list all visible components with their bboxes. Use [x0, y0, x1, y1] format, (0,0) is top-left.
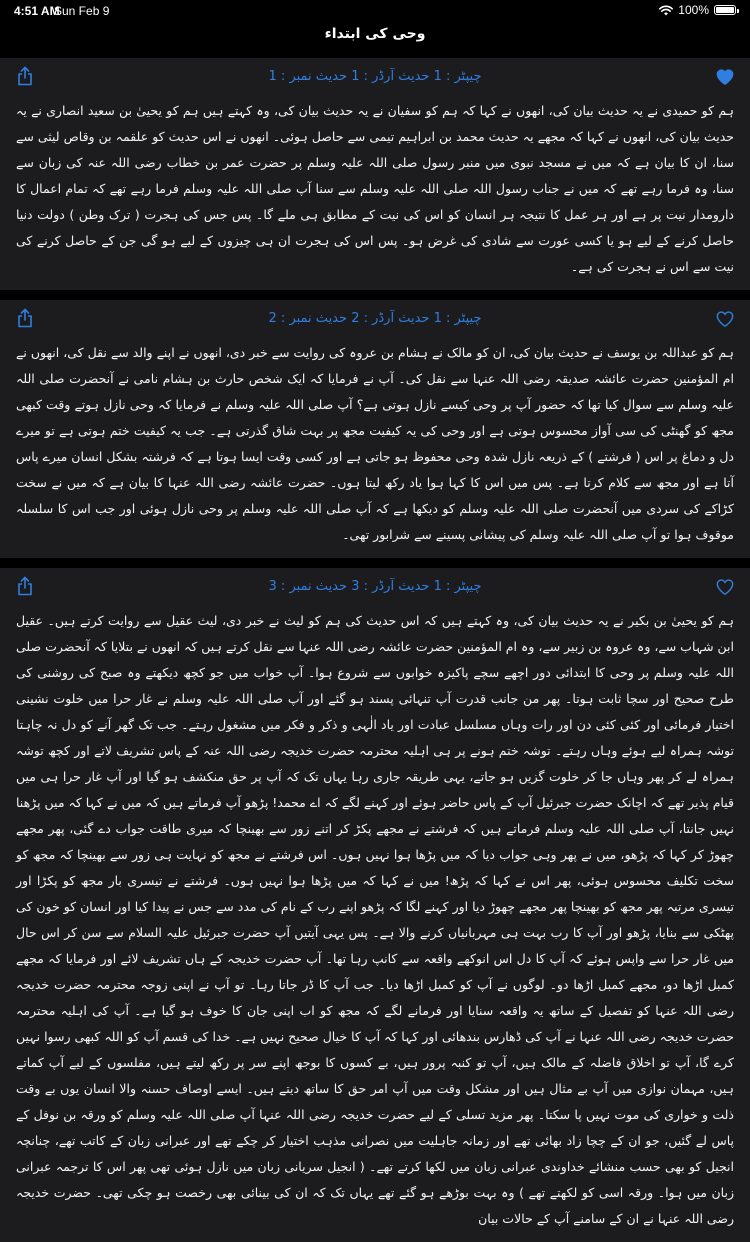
hadith-card	[0, 568, 750, 1242]
hadith-card-header	[16, 576, 734, 602]
status-date: Sun Feb 9	[54, 4, 110, 18]
hadith-text: ہم کو یحییٰ بن بکیر نے یہ حدیث بیان کی، وہ کہتے ہیں کہ اس حدیث کی ہم کو لیث نے خبر دی، لیث عقیل سے روایت کرتے ہیں۔ عقیل ابن شہاب سے، وہ عروہ بن زبیر سے، وہ ام المؤمنین حضرت عائشہ رضی اللہ عنہا سے نقل کرتے ہیں کہ انھوں نے بتلایا کہ آنحضرت صلی اللہ علیہ وسلم پر وحی کا ابتدائی دور اچھے سچے پاکیزہ خوابوں سے شروع ہوا۔ آپ خواب میں جو کچھ دیکھتے وہ صبح کی روشنی کی طرح صحیح اور سچا ثابت ہوتا۔ پھر من جانب قدرت آپ تنہائی پسند ہو گئے اور آپ صلی اللہ علیہ وسلم نے غار حرا میں خلوت نشینی اختیار فرمائی اور کئی کئی دن اور رات وہاں مسلسل عبادت اور یاد الٰہی و ذکر و فکر میں مشغول رہتے۔ جب تک گھر آنے کو دل نہ چاہتا توشہ ہمراہ لیے ہوئے وہاں رہتے۔ توشہ ختم ہونے پر ہی اہلیہ محترمہ حضرت خدیجہ رضی اللہ عنہ کے پاس تشریف لاتے اور کچھ توشہ ہمراہ لے کر پھر وہاں جا کر خلوت گزیں ہو جاتے، یہی طریقہ جاری رہا یہاں تک کہ آپ پر حق منکشف ہو گیا اور آپ غار حرا ہی میں قیام پذیر تھے کہ اچانک حضرت جبرئیل آپ کے پاس حاضر ہوئے اور کہنے لگے کہ اے محمد! پڑھو آپ فرماتے ہیں کہ میں نے کہا کہ میں پڑھنا نہیں جانتا، آپ صلی اللہ علیہ وسلم فرماتے ہیں کہ فرشتے نے مجھے پکڑ کر اتنے زور سے بھینچا کہ میری طاقت جواب دے گئی، پھر مجھے چھوڑ کر کہا کہ پڑھو، میں نے پھر وہی جواب دیا کہ میں پڑھا ہوا نہیں ہوں۔ اس فرشتے نے مجھ کو نہایت ہی زور سے بھینچا کہ مجھ کو سخت تکلیف محسوس ہوئی، پھر اس نے کہا کہ پڑھ! میں نے کہا کہ میں پڑھا ہوا نہیں ہوں۔ فرشتے نے تیسری بار مجھ کو پکڑا اور تیسری مرتبہ پھر مجھ کو بھینچا پھر مجھے چھوڑ دیا اور کہنے لگا کہ پڑھو اپنے رب کے نام کی مدد سے جس نے پیدا کیا اور انسان کو خون کی پھٹکی سے بنایا، پڑھو اور آپ کا رب بہت ہی مہربانیاں کرنے والا ہے۔ پس یہی آیتیں آپ حضرت جبرئیل علیہ السلام سے سن کر اس حال میں غار حرا سے واپس ہوئے کہ آپ کا دل اس انوکھے واقعہ سے کانپ رہا تھا۔ آپ حضرت خدیجہ کے ہاں تشریف لائے اور فرمایا کہ مجھے کمبل اڑھا دو، مجھے کمبل اڑھا دو۔ لوگوں نے آپ کو کمبل اڑھا دیا۔ جب آپ کا ڈر جاتا رہا۔ تو آپ نے اپنی زوجہ محترمہ حضرت خدیجہ رضی اللہ عنہا کو تفصیل کے ساتھ یہ واقعہ سنایا اور فرمانے لگے کہ مجھ کو اب اپنی جان کا خوف ہو گیا ہے۔ آپ کی اہلیہ محترمہ حضرت خدیجہ رضی اللہ عنہا نے آپ کی ڈھارس بندھائی اور کہا کہ آپ کا خیال صحیح نہیں ہے۔ خدا کی قسم آپ کو اللہ کبھی رسوا نہیں کرے گا، آپ تو اخلاق فاضلہ کے مالک ہیں، آپ تو کنبہ پرور ہیں، بے کسوں کا بوجھ اپنے سر پر رکھ لیتے ہیں، مفلسوں کے لیے آپ کماتے ہیں، مہمان نوازی میں آپ بے مثال ہیں اور مشکل وقت میں آپ امر حق کا ساتھ دیتے ہیں۔ ایسے اوصاف حسنہ والا انسان یوں بے وقت ذلت و خواری کی موت نہیں پا سکتا۔ پھر مزید تسلی کے لیے حضرت خدیجہ رضی اللہ عنہا آپ صلی اللہ علیہ وسلم کو ورقہ بن نوفل کے پاس لے گئیں، جو ان کے چچا زاد بھائی تھے اور زمانہ جاہلیت میں نصرانی مذہب اختیار کر چکے تھے اور عبرانی زبان کے کاتب تھے، چنانچہ انجیل کو بھی حسب منشائے خداوندی عبرانی زبان میں لکھا کرتے تھے۔ ( انجیل سریانی زبان میں نازل ہوئی تھی پھر اس کا ترجمہ عبرانی زبان میں ہوا۔ ورقہ اسی کو لکھتے تھے ) وہ بہت بوڑھے ہو گئے تھے یہاں تک کہ ان کی بینائی بھی رخصت ہو چکی تھی۔ حضرت خدیجہ رضی اللہ عنہا نے ان کے سامنے آپ کے حالات بیان	[16, 613, 734, 1226]
hadith-card	[0, 300, 750, 558]
hadith-card	[0, 58, 750, 290]
page-title: وحی کی ابتداء	[324, 26, 426, 42]
chapter-title: چیپٹر : 1 حدیث آرڈر : 1 حدیث نمبر : 1	[268, 69, 482, 84]
battery-level	[716, 7, 734, 13]
battery-percent: 100%	[678, 3, 709, 17]
chapter-title: چیپٹر : 1 حدیث آرڈر : 3 حدیث نمبر : 3	[268, 579, 482, 594]
favorite-heart-icon[interactable]	[716, 68, 734, 86]
hadith-list[interactable]	[0, 58, 750, 1226]
status-time: 4:51 AM	[14, 4, 60, 18]
hadith-card-header	[16, 66, 734, 92]
favorite-heart-icon[interactable]	[716, 310, 734, 328]
status-indicators	[659, 3, 736, 17]
battery-icon	[714, 5, 736, 15]
wifi-icon	[659, 5, 673, 16]
hadith-text: ہم کو عبداللہ بن یوسف نے حدیث بیان کی، ان کو مالک نے ہشام بن عروہ کی روایت سے خبر دی، انھوں نے اپنے والد سے نقل کی، انھوں نے ام المؤمنین حضرت عائشہ صدیقہ رضی اللہ عنہا سے نقل کی۔ آپ نے فرمایا کہ ایک شخص حارث بن ہشام نامی نے آنحضرت صلی اللہ علیہ وسلم سے سوال کیا تھا کہ حضور آپ پر وحی کیسے نازل ہوتی ہے؟ آپ صلی اللہ علیہ وسلم نے فرمایا کہ وحی نازل ہوتے وقت کبھی مجھ کو گھنٹی کی سی آواز محسوس ہوتی ہے اور وحی کی یہ کیفیت مجھ پر بہت شاق گذرتی ہے۔ جب یہ کیفیت ختم ہوتی ہے تو میرے دل و دماغ پر اس ( فرشتے ) کے ذریعہ نازل شدہ وحی محفوظ ہو جاتی ہے اور کسی وقت ایسا ہوتا ہے کہ فرشتہ بشکل انسان میرے پاس آتا ہے اور مجھ سے کلام کرتا ہے۔ پس میں اس کا کہا ہوا یاد رکھ لیتا ہوں۔ حضرت عائشہ رضی اللہ عنہا کا بیان ہے کہ میں نے سخت کڑاکے کی سردی میں آنحضرت صلی اللہ علیہ وسلم کو دیکھا ہے کہ آپ صلی اللہ علیہ وسلم پر وحی نازل ہوئی اور جب اس کا سلسلہ موقوف ہوا تو آپ صلی اللہ علیہ وسلم کی پیشانی پسینے سے شرابور تھی۔	[16, 345, 734, 542]
favorite-heart-icon[interactable]	[716, 578, 734, 596]
hadith-card-header	[16, 308, 734, 334]
chapter-title: چیپٹر : 1 حدیث آرڈر : 2 حدیث نمبر : 2	[268, 311, 482, 326]
status-bar	[0, 0, 750, 20]
hadith-text: ہم کو حمیدی نے یہ حدیث بیان کی، انھوں نے کہا کہ ہم کو سفیان نے یہ حدیث بیان کی، وہ کہتے ہیں ہم کو یحییٰ بن سعید انصاری نے یہ حدیث بیان کی، انھوں نے کہا کہ مجھے یہ حدیث محمد بن ابراہیم تیمی سے حاصل ہوئی۔ انھوں نے اس حدیث کو علقمہ بن وقاص لیثی سے سنا، ان کا بیان ہے کہ میں نے مسجد نبوی میں منبر رسول صلی اللہ علیہ وسلم پر حضرت عمر بن خطاب رضی اللہ عنہ کی زبان سے سنا، وہ فرما رہے تھے کہ میں نے جناب رسول اللہ صلی اللہ علیہ وسلم سے سنا آپ صلی اللہ علیہ وسلم فرما رہے تھے کہ تمام اعمال کا دارومدار نیت پر ہے اور ہر عمل کا نتیجہ ہر انسان کو اس کی نیت کے مطابق ہی ملے گا۔ پس جس کی ہجرت ( ترک وطن ) دولت دنیا حاصل کرنے کے لیے ہو یا کسی عورت سے شادی کی غرض ہو۔ پس اس کی ہجرت ان ہی چیزوں کے لیے ہو گی جن کے حاصل کرنے کی نیت سے اس نے ہجرت کی ہے۔	[16, 103, 734, 274]
